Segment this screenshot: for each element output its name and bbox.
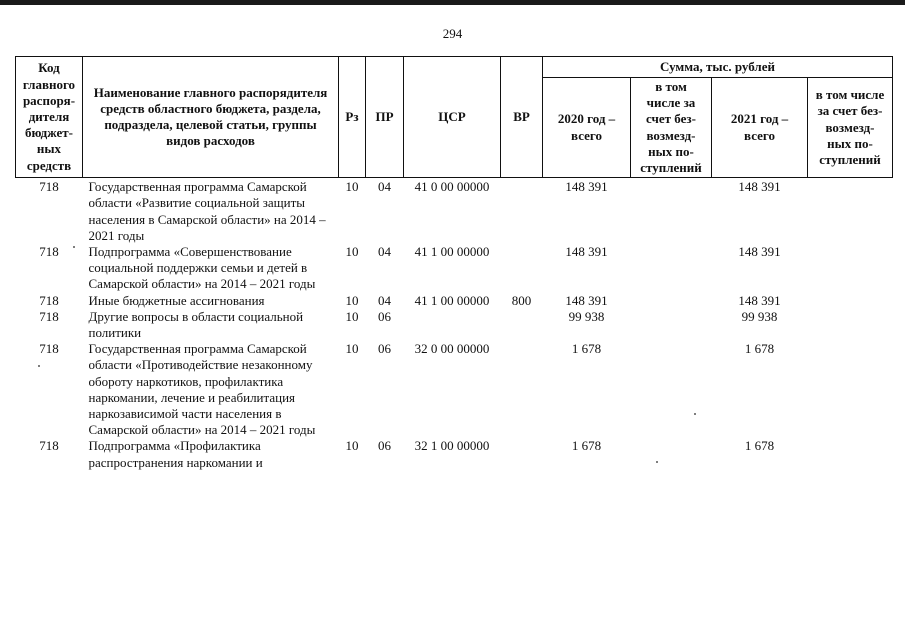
cell-2021-free: [808, 244, 893, 293]
cell-name: Другие вопросы в области социальной политики: [88, 308, 304, 341]
cell-2020-free: [631, 341, 712, 438]
cell-2021-free: [808, 293, 893, 309]
cell-csr: 32 1 00 00000: [414, 438, 490, 454]
cell-code: 718: [39, 179, 59, 195]
cell-2020-free: [631, 309, 712, 341]
header-2021-free: в том числе за счет без-возмезд-ных по-ступлений: [808, 78, 893, 178]
cell-2021-total: 148 391: [738, 292, 781, 308]
header-2020-free: в том числе за счет без-возмезд-ных по-ступлений: [631, 78, 712, 178]
cell-2021-free: [808, 341, 893, 438]
cell-pr: 04: [378, 244, 391, 260]
header-code: Код главного распоря-дителя бюджет-ных средств: [16, 57, 83, 178]
table-row: [16, 244, 893, 293]
scan-speck: [694, 413, 696, 415]
header-2020-total: 2020 год – всего: [543, 78, 631, 178]
cell-2020-total: 148 391: [565, 292, 608, 308]
cell-2021-total: 148 391: [738, 179, 781, 195]
cell-2020-total: 1 678: [571, 341, 602, 357]
cell-rz: 10: [345, 308, 359, 324]
cell-code: 718: [39, 438, 59, 454]
cell-vr: 800: [511, 292, 532, 308]
header-sum: Сумма, тыс. рублей: [543, 57, 893, 78]
cell-vr: [501, 309, 543, 341]
cell-2020-free: [631, 293, 712, 309]
header-name: Наименование главного распорядителя средств областного бюджета, раздела, подраздела, целевой статьи, группы видов расходов: [83, 57, 339, 178]
cell-vr: [501, 178, 543, 244]
table-row: [16, 178, 893, 244]
cell-2020-total: 148 391: [565, 244, 608, 260]
cell-code: 718: [39, 308, 59, 324]
cell-rz: 10: [345, 341, 359, 357]
table-row: [16, 293, 893, 309]
header-rz: Рз: [339, 57, 366, 178]
cell-2020-free: [631, 438, 712, 470]
cell-csr: 41 0 00 00000: [414, 179, 490, 195]
cell-2020-total: 99 938: [568, 308, 605, 324]
cell-csr: [404, 309, 501, 341]
budget-table: [15, 56, 893, 471]
cell-2020-total: 148 391: [565, 179, 608, 195]
cell-rz: 10: [345, 292, 359, 308]
cell-vr: [501, 438, 543, 470]
cell-2021-free: [808, 178, 893, 244]
cell-name: Иные бюджетные ассигнования: [88, 292, 265, 308]
page-top-border: [0, 0, 905, 5]
cell-rz: 10: [345, 244, 359, 260]
table-row: [16, 309, 893, 341]
cell-2021-free: [808, 309, 893, 341]
cell-csr: 41 1 00 00000: [414, 292, 490, 308]
cell-rz: 10: [345, 179, 359, 195]
cell-name: Государственная программа Самарской области «Развитие социальной защиты населения в Самарской области» на 2014 – 2021 годы: [88, 179, 326, 243]
cell-2021-total: 148 391: [738, 244, 781, 260]
cell-pr: 06: [378, 341, 391, 357]
table-row: [16, 438, 893, 470]
cell-vr: [501, 244, 543, 293]
cell-name: Государственная программа Самарской области «Противодействие незаконному обороту наркотиков, профилактика наркомании, лечение и реабилитация наркозависимой части населения в Самарской области» на 2014 – 2021 годы: [88, 341, 316, 438]
cell-name: Подпрограмма «Профилактика распространения наркомании и: [88, 438, 263, 470]
page-number: 294: [442, 26, 463, 41]
cell-pr: 04: [378, 179, 391, 195]
table-row: [16, 341, 893, 438]
cell-2020-free: [631, 244, 712, 293]
cell-2021-total: 1 678: [744, 341, 775, 357]
cell-2021-total: 1 678: [744, 438, 775, 454]
cell-pr: 06: [378, 308, 391, 324]
cell-csr: 32 0 00 00000: [414, 341, 490, 357]
cell-pr: 04: [378, 292, 391, 308]
header-pr: ПР: [366, 57, 404, 178]
cell-code: 718: [39, 292, 59, 308]
header-2021-total: 2021 год – всего: [712, 78, 808, 178]
header-csr: ЦСР: [404, 57, 501, 178]
cell-2021-free: [808, 438, 893, 470]
cell-rz: 10: [345, 438, 359, 454]
cell-csr: 41 1 00 00000: [414, 244, 490, 260]
cell-2020-total: 1 678: [571, 438, 602, 454]
cell-2021-total: 99 938: [741, 308, 778, 324]
cell-pr: 06: [378, 438, 391, 454]
scan-speck: [73, 246, 75, 248]
cell-name: Подпрограмма «Совершенствование социальной поддержки семьи и детей в Самарской области» на 2014 – 2021 годы: [88, 244, 316, 292]
scan-speck: [656, 461, 658, 463]
cell-vr: [501, 341, 543, 438]
header-vr: ВР: [501, 57, 543, 178]
scan-speck: [38, 365, 40, 367]
table-header: [16, 57, 893, 178]
cell-code: 718: [39, 244, 59, 260]
cell-code: 718: [39, 341, 59, 357]
cell-2020-free: [631, 178, 712, 244]
table-body: [16, 178, 893, 471]
